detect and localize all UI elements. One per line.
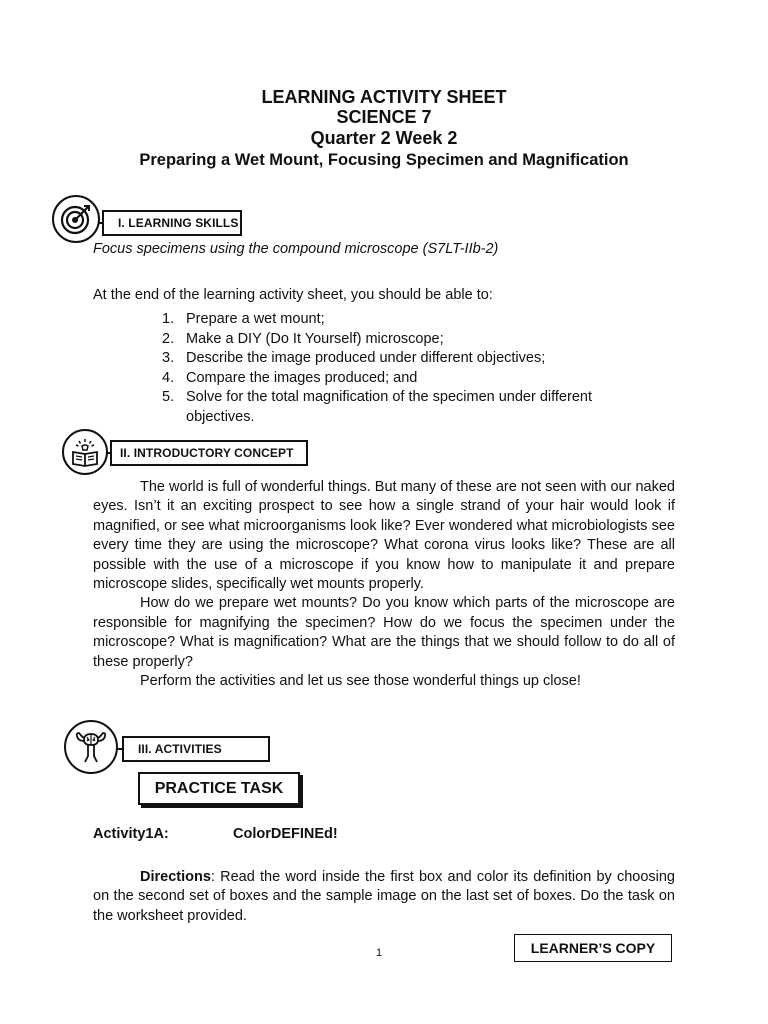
quarter-week: Quarter 2 Week 2 bbox=[310, 128, 458, 148]
learners-copy-text: LEARNER’S COPY bbox=[530, 940, 656, 956]
section-label-text: I. LEARNING SKILLS bbox=[118, 216, 239, 230]
directions-text bbox=[93, 868, 675, 926]
list-item bbox=[162, 369, 662, 389]
section-label-activities bbox=[122, 736, 270, 762]
list-text: Make a DIY (Do It Yourself) microscope; bbox=[186, 330, 444, 347]
list-item bbox=[162, 330, 662, 350]
list-number: 4. bbox=[162, 369, 175, 386]
lesson-title: Preparing a Wet Mount, Focusing Specimen and Magnification bbox=[139, 151, 629, 169]
competency-text: Focus specimens using the compound microscope (S7LT-IIb-2) bbox=[93, 241, 499, 257]
directions-body: : Read the word inside the first box and color its definition by choosing on the second set of boxes and the sample image on the last set of boxes. Do the task on the worksheet provided. bbox=[93, 869, 675, 924]
learners-copy-badge bbox=[514, 934, 672, 962]
subject-title: SCIENCE 7 bbox=[336, 107, 432, 127]
section-label-introductory-concept bbox=[110, 440, 308, 466]
list-number: 2. bbox=[162, 330, 175, 347]
intro-paragraph-2: How do we prepare wet mounts? Do you know which parts of the microscope are responsible for magnifying the specimen? How do we focus the specimen under the microscope? What is magnification? What are the things that we should follow to do all of these properly? bbox=[93, 595, 675, 670]
objectives-list bbox=[162, 310, 662, 427]
directions-paragraph bbox=[93, 868, 675, 926]
activity-label: Activity1A: bbox=[93, 826, 169, 842]
list-item bbox=[162, 310, 662, 330]
section-label-text: II. INTRODUCTORY CONCEPT bbox=[120, 446, 294, 460]
flexing-brain-icon bbox=[64, 720, 118, 774]
list-text: Solve for the total magnification of the specimen under different objectives. bbox=[186, 389, 592, 425]
intro-paragraph-1: The world is full of wonderful things. But many of these are not seen with our naked eyes. Isn’t it an exciting prospect to see how a single strand of your hair would look if magnified, or see what microorganisms look like? Ever wondered what microbiologists see every time they are using the microscope? What corona virus looks like? These are all possible with the use of a microscope if you know how to manipulate it and prepare microscope slides, specifically wet mounts properly. bbox=[93, 479, 675, 593]
target-icon bbox=[52, 195, 100, 243]
page-number: 1 bbox=[376, 947, 383, 959]
section-label-learning-skills bbox=[102, 210, 242, 236]
activity-title: ColorDEFINEd! bbox=[233, 826, 338, 842]
objectives-intro: At the end of the learning activity sheet, you should be able to: bbox=[93, 287, 493, 303]
list-number: 3. bbox=[162, 350, 175, 366]
directions-label: Directions bbox=[140, 869, 211, 885]
section-label-text: III. ACTIVITIES bbox=[138, 742, 222, 756]
intro-paragraph-3: Perform the activities and let us see those wonderful things up close! bbox=[140, 673, 581, 690]
list-text: Describe the image produced under different objectives; bbox=[186, 350, 546, 366]
sheet-title: LEARNING ACTIVITY SHEET bbox=[261, 87, 507, 107]
practice-task-label bbox=[138, 772, 300, 805]
list-number: 1. bbox=[162, 311, 175, 327]
list-text: Prepare a wet mount; bbox=[186, 311, 325, 327]
practice-task-text: PRACTICE TASK bbox=[154, 779, 284, 797]
intro-paragraphs bbox=[93, 478, 675, 691]
list-item bbox=[162, 349, 662, 369]
list-item bbox=[162, 388, 662, 427]
book-lightbulb-icon bbox=[62, 429, 108, 475]
list-text: Compare the images produced; and bbox=[186, 369, 418, 386]
list-number: 5. bbox=[162, 389, 175, 405]
